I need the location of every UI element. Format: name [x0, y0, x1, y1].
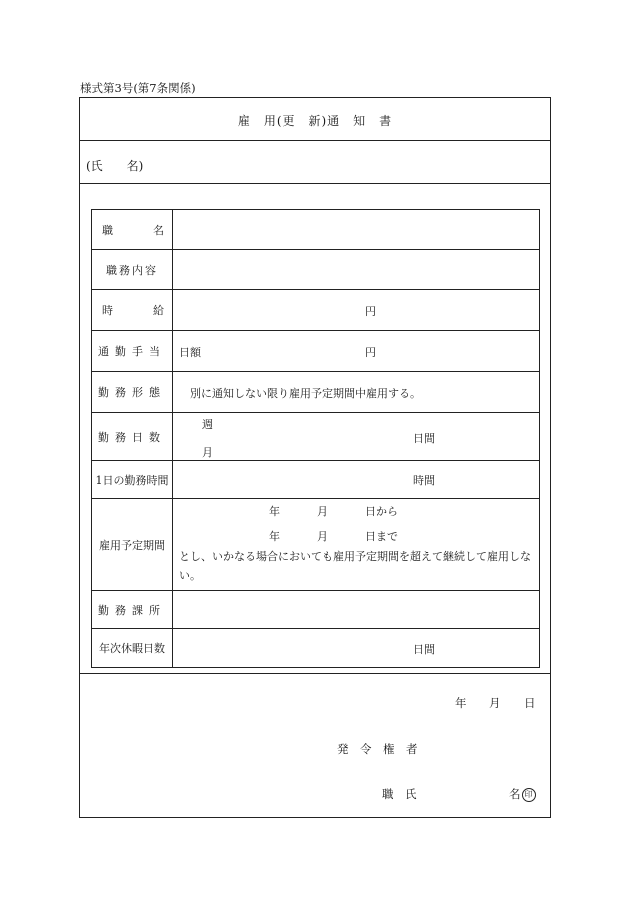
row-hourly-wage — [92, 290, 540, 331]
row-daily-hours — [92, 461, 540, 499]
duties-label: 職務内容 — [92, 250, 173, 290]
office-value — [173, 591, 540, 629]
period-from-month: 月 — [317, 505, 328, 518]
daily-hours-unit: 時間 — [413, 474, 435, 487]
work-style-label: 勤務形態 — [92, 372, 173, 413]
wage-label-b: 給 — [153, 304, 164, 317]
work-style-text: 別に通知しない限り雇用予定期間中雇用する。 — [190, 387, 421, 400]
work-days-value — [173, 413, 540, 461]
commute-unit: 円 — [365, 346, 376, 359]
name-field-label: (氏 名) — [86, 159, 144, 173]
footer-month: 月 — [489, 696, 501, 710]
duties-value — [173, 250, 540, 290]
commute-value — [173, 331, 540, 372]
period-to-month: 月 — [317, 530, 328, 543]
divider-footer — [79, 673, 551, 674]
commute-prefix: 日額 — [179, 346, 201, 359]
footer-year: 年 — [455, 696, 467, 710]
office-label: 勤務課所 — [92, 591, 173, 629]
period-label: 雇用予定期間 — [92, 499, 173, 591]
position-value — [173, 210, 540, 250]
position-label-b: 名 — [153, 223, 164, 237]
row-duties — [92, 250, 540, 290]
row-position — [92, 210, 540, 250]
row-employment-period — [92, 499, 540, 591]
title-name-label: 職 氏 — [382, 787, 417, 801]
work-days-week: 週 — [202, 418, 213, 431]
seal-icon: 印 — [522, 788, 536, 802]
name-signature-label — [509, 786, 536, 802]
daily-hours-label: 1日の勤務時間 — [92, 461, 173, 499]
wage-value — [173, 290, 540, 331]
period-note: とし、いかなる場合においても雇用予定期間を超えて継続して雇用しない。 — [179, 550, 531, 582]
period-to-year: 年 — [269, 530, 280, 543]
wage-label-a: 時 — [102, 304, 113, 317]
document-title: 雇 用(更 新)通 知 書 — [237, 114, 393, 128]
work-days-unit: 日間 — [413, 432, 435, 445]
divider-title — [79, 140, 551, 141]
issuer-label: 発 令 権 者 — [337, 742, 418, 756]
divider-name — [79, 183, 551, 184]
row-annual-leave — [92, 629, 540, 668]
form-number-label: 様式第3号(第7条関係) — [80, 81, 196, 95]
row-office — [92, 591, 540, 629]
employment-details-table — [91, 209, 540, 668]
wage-unit: 円 — [365, 305, 376, 318]
leave-label: 年次休暇日数 — [92, 629, 173, 668]
position-label-a: 職 — [102, 223, 113, 237]
row-work-days — [92, 413, 540, 461]
period-value — [173, 499, 540, 591]
period-from-year: 年 — [269, 505, 280, 518]
commute-label: 通勤手当 — [92, 331, 173, 372]
leave-value — [173, 629, 540, 668]
row-work-style — [92, 372, 540, 413]
daily-hours-value — [173, 461, 540, 499]
footer-day: 日 — [524, 696, 536, 710]
row-commute — [92, 331, 540, 372]
work-days-month: 月 — [202, 446, 213, 459]
work-style-value — [173, 372, 540, 413]
leave-unit: 日間 — [413, 643, 435, 656]
period-from-day: 日から — [365, 505, 398, 518]
period-to-day: 日まで — [365, 530, 398, 543]
work-days-label: 勤務日数 — [92, 413, 173, 461]
name-label: 名 — [509, 787, 521, 801]
